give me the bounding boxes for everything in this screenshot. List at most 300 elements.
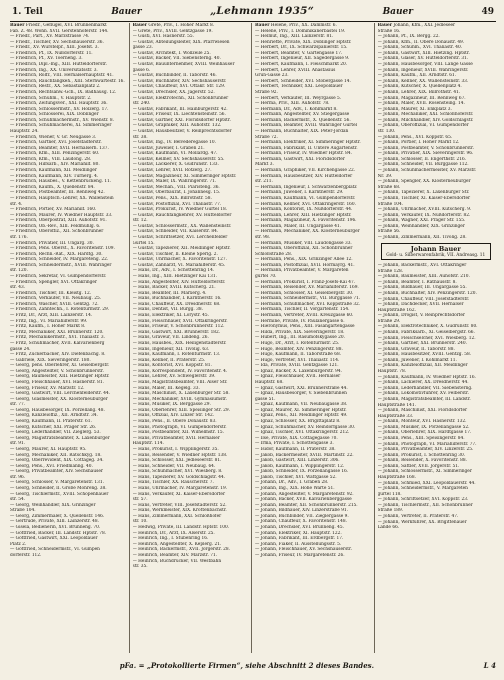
directory-entry: — Friedrich, Pens. Oberst., X. Favoritenstr. 109. [10, 246, 115, 252]
directory-entry: — Friedrich, Spengler, XVI. Ottakringer [10, 279, 97, 285]
directory-entry: — Hermann, Kellner, XVI. Ottakringerstr. 160. [255, 201, 357, 207]
directory-entry: — Herbert, Beamter, V. Gartengasse 17. [255, 50, 343, 56]
directory-entry: — Georg, Baumeister, XIII. Hietzinger Hptstr. [10, 374, 110, 380]
directory-entry: Bauer Helene, Priv., XX. Dammstr. 6. [255, 23, 337, 28]
directory-entry: — Johann, Oberoffizial, VI. Gumpendorfer [377, 123, 469, 129]
directory-entry: — Gustav, Magazineur, XI. Simmeringer Hptstr. [132, 173, 237, 179]
directory-entry: — Johann, Dachdecker, XVII. Hernalser [377, 302, 464, 308]
directory-entry: — Gustav, Postoffizial, XVI. Thaliastr. 77. [132, 201, 222, 207]
directory-entry: Straße 29. [377, 318, 401, 324]
directory-entry: — Friedrich, Rolfr., VIII. Hernalserhauptstr. 41. [10, 73, 114, 79]
directory-entry: — Hans, Korrespondent, IV. Favoritenstr. 4. [132, 368, 228, 374]
directory-entry: — Johann, Beamter, I. Rathausstr. 8. [377, 279, 457, 285]
directory-entry: — Hans, Ingenieur, XII. Tivolig. 63. [132, 346, 210, 352]
directory-entry: — Hermann, Mechaniker, XX. Klosterneuburger [255, 229, 360, 235]
directory-entry: — Heinrich, Buchdrucker, VII. Westbahn [132, 558, 222, 564]
directory-entry: Straße 128. [377, 268, 404, 274]
directory-entry: — Johann, Drogist, V. Reinprechtsdorfer [377, 313, 465, 319]
directory-entry: — Johann, Elektriker, XI. Hauptstr. 122. [255, 530, 342, 536]
directory-entry: — Johann, Angestellter, V. Margaretenstr. 92. [255, 491, 354, 497]
directory-entry: — Johann, Wagner, XXI. Prager Str. 155. [377, 218, 466, 224]
directory-entry: Gürtel 15. [132, 240, 155, 246]
directory-entry: — Friedrich, Hauptsch.-Lehrer, XX. Wallenstein [10, 195, 114, 201]
directory-entry: Straße 68. [377, 184, 401, 190]
directory-entry: gürtel 118. [377, 491, 402, 497]
directory-entry: — Hermann, Schlosser, XI. Geiselbergstr. 30. [255, 290, 354, 296]
directory-entry: — Johann, Hausbesorger, VIII. Lange Gasse [377, 62, 473, 68]
directory-entry: — Ignaz, Bäcker, X. Laxenburgerstr. 94. [255, 368, 342, 374]
directory-entry: — Hans, Verkäufer, XI. Kaiser-Ebersdorfer [132, 491, 226, 497]
directory-entry: — Johann, Schneidermstr., V. Margareten [377, 486, 468, 492]
directory-entry: — Johann, Tischler, XI. Kaiser-Ebersdorfer [377, 195, 471, 201]
directory-entry: — Heinrich, Beamter, XIV. Märzstr. 71. [132, 552, 218, 558]
directory-entry: str. 43. [10, 285, 26, 291]
directory-entry: — Gustav, Buchhalter, XIV. Sechshauserstr. [132, 78, 227, 84]
directory-entry: — Gustav, Juwelier, I. Graben 21. [132, 145, 205, 151]
directory-entry: str. 240. [132, 101, 151, 107]
directory-entry: — Friedrich, Dipl.-Ing., XIII. Hütteldorferstr. [10, 62, 108, 68]
directory-entry: — Friedrich, Hausbes., V. Kettenbrückeng. 11. [10, 179, 112, 185]
directory-entry: — Johann, Chauffeur, X. Favoritenstr. 148. [255, 519, 347, 525]
directory-entry: — Friedrich, Schlosserei, XIX. Döblinger [10, 112, 99, 118]
directory-entry: — Georg, Angestellter, V. Schönbrunnerstr. [10, 368, 104, 374]
directory-entry: dorferstr. 112. [10, 552, 42, 558]
directory-entry: — Hans, Elektriker, XI. Lorystr. 45. [132, 313, 209, 319]
directory-entry: — Ignaz, Kaufmann, VII. Neubaugasse 38. [255, 402, 348, 408]
directory-entry: Straße 189. [377, 508, 404, 514]
directory-entry: Straße 72. [255, 134, 278, 140]
directory-entry: Schloßstraße 28. [255, 251, 293, 257]
directory-entry: — Johann, Graveur, II. Taborstr. 88. [377, 346, 455, 352]
page-header [10, 5, 496, 22]
directory-entry: Grün-Gasse 23. [255, 73, 289, 79]
header-keyword-right: Bauer [382, 7, 414, 17]
directory-entry: — Friedrich, Verkäufer, VII. Neubaug. 25. [10, 296, 102, 302]
directory-entry: — Friedrich, Zahntechn., I. Rotenturmstr. 29. [10, 307, 110, 313]
directory-entry: Hauptstraße 33. [377, 413, 414, 419]
directory-entry: — Gustav, Oberbaurat, I. Johannesg. 15. [132, 190, 221, 196]
directory-entry: — Hermann, Friseur, IV. Wiedner Hptstr. 84. [255, 151, 352, 157]
directory-entry: — Johann, Juwelier, I. Kohlmarkt 11. [377, 357, 457, 363]
directory-entry: — Hans, Dentist, VII. Burgg. 38. [132, 307, 203, 313]
directory-entry: — Hermann, Graphiker, VII. Kirchengasse 22. [255, 168, 356, 174]
directory-entry: — Friedrich, Kaufmann, XIV. Turnerg. 4. [10, 173, 99, 179]
directory-entry: — Johann, Ingenieur, XVIII. Währingerstr. [377, 67, 469, 73]
directory-entry: — Hans, Mechaniker, XVIII. Gymnasiumstr. [132, 396, 228, 402]
directory-entry: str. 91. [10, 441, 26, 447]
directory-entry: — Hans, Graveur, VII. Lindeng. 26. [132, 335, 209, 341]
directory-entry: — Gustav, Abteilungsleiter, XIX. Pfarrwiesen [132, 39, 230, 45]
directory-entry: — Johann, Pf., IX. Bergg. 22. [377, 34, 440, 40]
directory-entry: — Herbert, Ingenieur, XII. Sagedergasse 9. [255, 56, 350, 62]
directory-entry: — Hans, Chauffeur, XX. Dresdnerstr. 68. [132, 301, 221, 307]
directory-entry: — Friedrich, Gärtner, XVI. Josefstädterstr. [10, 140, 102, 146]
directory-entry: — Hans, Postbeamter, XII. Wilhelmstr. 15. [132, 430, 225, 436]
entry-columns [10, 23, 496, 653]
directory-entry: Platz 2. [10, 541, 27, 547]
directory-entry: — Gustav, Kellner, XV. Sechshauserstr. 55. [132, 156, 225, 162]
directory-entry: — Gustav, Schneider, VII. Kaiserstr. 84. [132, 229, 219, 235]
directory-entry: — Hans, Werkmeister, XIX. Krottenbachstr. [132, 508, 227, 514]
directory-entry: — Hans, Tapezierer, XV. Goldschlagstr. 44. [132, 474, 226, 480]
directory-entry: — Johann, Bäckermstr., XVI. Ottakringer [377, 263, 467, 269]
directory-entry: — Friedr., Tischler, XV. Sechshauserstr. 36. [10, 39, 104, 45]
directory-entry: — Johann, Bildhauer, III. Ungargasse 55. [377, 285, 467, 291]
directory-entry: — Henriette, Private, XIX. Döblinger Hptstr. [255, 39, 352, 45]
directory-entry: — Georg, Schneider, II. Große Mohreng. 38. [10, 485, 107, 491]
directory-entry: — Johann, Lackierer, XX. Dresdnerstr. 44. [377, 380, 469, 386]
directory-entry: — Hans, Kellner, II. Praterstr. 25. [132, 357, 206, 363]
directory-entry: — Hans, Buchhändler, I. Kärntnerstr. 16. [132, 296, 222, 302]
directory-entry: — Friedr., XV. Würstelpr., XIII. Josefst. 3. [10, 45, 99, 51]
directory-entry: — Johann, Mechaniker, XXI. Schloßhoferstr. [377, 112, 474, 118]
directory-entry: — Herbert, Kaufmann, I. Fleischmarkt 20. [255, 62, 348, 68]
directory-entry: — Gustav, Rauchfangkehrer, XV. Hütteldorfer [132, 212, 232, 218]
directory-entry: — Johann, Tapezierer, X. Laxenburger Str. [377, 190, 470, 196]
directory-entry: — Johann, Bildhauer, XIV. Linzerstraße 91. [255, 508, 349, 514]
directory-entry: — Friedrich, Oberpostrat, XIII. Auhofstr. 91. [10, 218, 107, 224]
directory-entry: — Ignaz, Schlosser, XX. Brigittaplatz 8. [255, 419, 341, 425]
directory-entry: — Georg, Oberrevident, XIX. Cottageg. 34. [10, 458, 104, 464]
directory-entry: — Georg, Tischlermstr., XVIII. Schopenhauer [10, 491, 109, 497]
directory-entry: — Georg, Kaufmann, II. Praterstr. 61. [10, 419, 92, 425]
directory-entry: — Heinrich, Bäckermstr., XVII. Jörgerstr. 28. [132, 547, 231, 553]
directory-entry: — Georg, Pens., XVI. Friedmanng. 40. [10, 463, 93, 469]
directory-entry: — Johann, Kaufmann, IV. Wiedner Hptstr. 16. [377, 374, 476, 380]
directory-entry: Straße 104. [377, 201, 404, 207]
directory-entry: — Hedwig, Private, III. Landstr. Hptstr. 100. [132, 525, 230, 531]
directory-entry: — Friedrich, Schuhm., V. Hauptstr. 2. [10, 95, 92, 101]
directory-entry: — Johann, Buchhalter, XIV. Penzingerstr. 120. [377, 290, 477, 296]
directory-entry: — Gustav, Buchbinder, II. Taborstr. 46. [132, 73, 217, 79]
advertisement-title: Johann Bauer [410, 244, 461, 253]
directory-entry: — Johann, Gärtner, XXI. Brünnerstr. 240. [377, 341, 467, 347]
directory-entry: — Hans, Musiker, IX. Berggasse 29. [132, 402, 211, 408]
directory-entry: — Gustav, Tischler, II. Kleine Sperlg. 2. [132, 251, 218, 257]
directory-entry: — Johann, Schuhm., XVI. Thaliastr. 40. [377, 45, 463, 51]
directory-entry: — Hans, Offizial, XIV. Linzer Str. 142. [132, 413, 215, 419]
directory-entry: — Friedrich, Pf., IX. Nußdorferstr. 11. [10, 50, 93, 56]
advertisement-box [381, 243, 492, 261]
directory-entry: — Hans, Kaufmann, I. Rotenturmstr. 13. [132, 352, 221, 358]
directory-entry: — Johann, Maschinist, XXI. Floridsdorfer [377, 408, 468, 414]
directory-entry: — Friedrich, Ob.-Rev., XIII. Feldmühlg. 6. [10, 223, 101, 229]
directory-entry: — Hermann, Hausbesitzer, XIV. Hütteldorfer [255, 173, 353, 179]
directory-entry: — Johann, Verkäufer, IX. Nußdorferstr. 82. [377, 212, 471, 218]
directory-entry: — Herbert, Techniker, XXI. Leopoldauer [255, 84, 343, 90]
directory-entry: — Hermann, Fabrikant, II. Untere Augartenstr. [255, 145, 358, 151]
directory-entry: — Hermann, Dr., Adv., I. Kohlmarkt 8. [255, 106, 338, 112]
directory-entry: — Hugo, Kaufmann, II. Taborstraße 68. [255, 352, 342, 358]
directory-entry: — Isidor, Kaufmann, II. Praterstr. 38. [255, 446, 336, 452]
directory-entry: — Hugo, Beamter, XIV. Penzingerstr. 88. [255, 346, 343, 352]
directory-entry: Hauptstraße 162. [377, 307, 416, 313]
directory-entry: — Johann, Schlossermstr., XI. Simmeringer [377, 469, 472, 475]
directory-entry: — Johann, Portier, I. Hoher Markt 12. [377, 140, 460, 146]
directory-entry: — Johann, Werkführer, XX. Brigittenauer [377, 519, 467, 525]
directory-entry: — Georg, Kutscher, XXI. Prager Str. 26. [10, 424, 97, 430]
directory-entry: — Johann, Fabriksarb., XI. Geiselbergstr. 66. [377, 329, 475, 335]
directory-entry: — Johann, Sattler, XVII. Jörgerstr. 51. [377, 463, 460, 469]
directory-entry: — Ignaz, Tischler, XVI. Ottakringerstr. 212. [255, 430, 350, 436]
entry-column-2 [133, 23, 253, 653]
directory-entry: — Friedrich, Ing., XX. Universitätsstr. 3. [10, 67, 98, 73]
directory-entry: — Johann, Glaser, XV. Hütteldorferstr. 31. [377, 56, 469, 62]
directory-entry: — Johann, Chauffeur, VIII. Josefstädterstr. [377, 296, 470, 302]
directory-entry: — Hermann, Vertreter, XVIII. Kreuzgasse 60. [255, 313, 354, 319]
directory-entry: — Hans, Beamter, III. Marxerg. 4. [132, 290, 207, 296]
directory-entry: — Friedrich, Beamter, XVII. Hernalserh. 137. [10, 145, 109, 151]
directory-entry: — Jakob, Gastwirt, XIII. Linzerstr. 306. [255, 458, 340, 464]
directory-entry: — Gottfried, Schneidermstr., VI. Gumpen [10, 547, 100, 553]
directory-entry: str. 77. [10, 402, 26, 408]
directory-entry: — Friedrich, Schuhmachermstr., XV. Wienstr. 8. [10, 117, 114, 123]
directory-entry: — Gustav, Graphiker, XIII. Auhofstr. 132. [132, 123, 222, 129]
directory-entry: — Gustav, Architekt, I. Wollzeile 25. [132, 50, 211, 56]
directory-entry: — Ignaz, Pens., XII. Meidlinger Hptstr. 49. [255, 413, 348, 419]
directory-entry: Lände 66. [377, 525, 400, 531]
directory-entry: — Friedrich, Pf., XV. Toerneng. 3. [10, 56, 83, 62]
directory-entry: str. 12. [132, 218, 148, 224]
directory-entry: — Hans, Uhrmacher, IV. Margaretenstr. 19. [132, 485, 228, 491]
directory-entry: — Johann, Fiaker, II. Ausstellungsstr. 5. [255, 541, 342, 547]
directory-entry: — Gustav, Lehrer, XVII. Rötzerg. 27. [132, 168, 212, 174]
directory-entry: — Hans, Bäcker, XVIII. Kutscherg. 21. [132, 285, 216, 291]
directory-entry: — Gustav, Lackierer, X. Gudrunstr. 133. [132, 162, 219, 168]
directory-entry: — Hermann, Magazineur, X. Favoritenstr. 196. [255, 218, 357, 224]
directory-entry: — Ignaz, Hausbesorger, V. Siebenbrunnen [255, 391, 347, 397]
directory-entry: — Hermann, Gastwirt, XXI. Floridsdorfer [255, 156, 345, 162]
directory-entry: — Friedrich, Zeitungsver., XXI. Hauptstr. 36. [10, 101, 108, 107]
directory-entry: — Johann, Bäcker, XVII. Kalvarienberggasse [255, 497, 352, 503]
directory-entry: — Johann, Privatbeamter, XIV. Linzerstr. 25. [377, 447, 474, 453]
directory-entry: — Helmut, Ing., XIII. Lainzerstr. 81. [255, 34, 334, 40]
directory-entry: — Johann, Maler, XVII. Rosensteing. 14. [377, 101, 465, 107]
directory-entry: — Hans, Maschinist, X. Laxenburger Str. 58. [132, 391, 230, 397]
directory-entry: — Johann, Monteur, XVI. Hasnerstr. 132. [377, 419, 467, 425]
directory-entry: — Gabriele, XIX. Sieveringerstr. 180. [10, 357, 91, 363]
directory-entry: — Friedrich, Schneider, IV. Margareteng. 22. [10, 257, 109, 263]
directory-entry: Hauptstraße 168. [377, 475, 416, 481]
directory-entry: — Johann, Gastwirt, XIII. Hietzing. Hptstr. [377, 50, 470, 56]
directory-entry: — Friedrich, Schlossermstr., XV. Holzerg. 17. [10, 106, 109, 112]
directory-entry: — Irma, Private, I. Schottengasse 3. [255, 441, 334, 447]
directory-entry: — Georg, pens. Oberlehrer, XI. Geiselbergstr. [10, 363, 110, 369]
directory-entry: — Gustav, Kaufmann, VI. Mollardg. 47. [132, 151, 218, 157]
directory-entry: — Johann, Beamter, XII. Schönbrunnerstr. 215. [255, 502, 358, 508]
directory-entry: — Johann, Fleischselcher, XVI. Wiesberg. 12. [377, 335, 476, 341]
directory-entry: — Gottfried, Gastwirt, XXI. Leopoldauer [10, 536, 98, 542]
directory-entry: gürtel 70. [255, 274, 277, 280]
directory-entry: — Friedrich, Wiener, V. Gr. Neugasse 3. [10, 134, 97, 140]
directory-entry: — Georg, Privatbeamter, XIV. Sechshauser [10, 469, 103, 475]
directory-entry: — Gustav, Mechan., VIII. Piaristeng. 36. [132, 184, 220, 190]
directory-entry: — Herbert, Dr., IX. Schwarzspanierstr. 15. [255, 45, 348, 51]
directory-entry: — Friedrich, Portier, XV. Mariahilf. 160. [10, 207, 97, 213]
directory-entry: — Johann, Schmied, XXI. Leopoldauerstr. 44. [377, 480, 476, 486]
directory-entry: gasse 6. [132, 67, 151, 73]
directory-entry: — Hans, Pens., II. Obere Donaustr. 83. [132, 419, 217, 425]
directory-entry: Hauptstr. 78. [377, 369, 407, 375]
directory-entry: — Hans, Oberlehrer, XIII. Speisinger Str. 29. [132, 407, 231, 413]
directory-entry: — Hans, Hausbes., XIX. Heiligenstädterstr. [132, 340, 227, 346]
directory-entry: — Gustav, Chauffeur, XVI. Ottakr. Str. 129. [132, 84, 226, 90]
page-footer [10, 661, 496, 670]
directory-entry: — Johann, Postbeamter, V. Schönbrunnerstr. [377, 145, 474, 151]
directory-entry: — Friedrich, Hilfsarb., XIV. Mariahilf. 80. [10, 162, 100, 168]
directory-entry: — Hermann, Tischler, II. Vorgartenstr. 154. [255, 307, 350, 313]
directory-entry: — Hermann, Postoffizial, XVII. Hormayrg. 41. [255, 262, 355, 268]
directory-entry: — Fritz, Schuhmacher, XVII. Kalvarienberg [10, 340, 105, 346]
directory-entry: — Herma, Priv., XIII. Auhofstr. 78. [255, 101, 330, 107]
directory-entry: — Johann, Zimmermann, XII. Tivolig. 28. [377, 234, 467, 240]
directory-entry: — Hans, Angestellter, XIV. Hütteldorferstr. [132, 279, 226, 285]
directory-entry: — Georg, Schlosser, V. Margaretenstr. 131. [10, 480, 104, 486]
directory-entry: — Johann, Oberlehrer, XIX. Hardtgasse 17. [377, 430, 472, 436]
directory-entry: — Gustav, Hausbesitzer, V. Reinprechtsdorfer [132, 128, 232, 134]
directory-entry: — Grete, Priv., XVIII. Gentzgasse 19. [132, 28, 213, 34]
directory-entry: — Hermann, Buchhalter, XIX. Peter-Jordan [255, 128, 349, 134]
directory-entry: — Hans, Schuhmacher, XVI. Wiesberg. 8. [132, 469, 223, 475]
directory-entry: Fab. Z. 48. Wohn. XVII. Gerstenhoferstr. 144. [10, 28, 109, 34]
directory-entry: — Fritz, Mechaniker, XXI. Brünnerstr. 120. [10, 329, 104, 335]
directory-entry: — Gusti, XVI. Hasnerstr. 55. [132, 34, 194, 40]
directory-entry: — Fritz, Dr., Arzt, XIII. Lainzerstr. 14. [10, 313, 93, 319]
directory-entry: — Hermann, Bäckermstr., X. Quellenstr. 56. [255, 117, 351, 123]
directory-entry: — Hermann, Musiker, VIII. Laudongasse 33. [255, 240, 352, 246]
directory-entry: — Johann, Photograph, VI. Mariahilferstr. 77. [377, 441, 477, 447]
directory-entry: — Gustav, Ing., IV. Belvederegasse 10. [132, 140, 216, 146]
directory-entry: — Johann, Privatier, XIX. Sieveringerstr. 96. [377, 151, 474, 157]
directory-entry: — Herbert, Verkäufer, III. Weyrgasse 5. [255, 95, 342, 101]
directory-entry: — Friedrich, Wäscher, XVIII. Gentzg. 72. [10, 301, 99, 307]
directory-entry: — Johann, Baumeister, XIII. Auhofstr. 210. [377, 274, 470, 280]
header-keyword-left: Bauer [111, 7, 142, 17]
directory-entry: — Ignaz, Gastwirt, XXI. Brünnerstraße 44. [255, 385, 348, 391]
directory-entry: — Gustav, Prokurist, IV. Wiedner Gürtel 18. [132, 207, 228, 213]
directory-entry: — Gustav, Gärtner, XXI. Floridsdorfer Hptstr. [132, 117, 231, 123]
directory-entry: Hauptstr. 24. [10, 128, 39, 134]
directory-entry: — Johann, Prokurist, I. Schottenring 30. [377, 452, 466, 458]
directory-entry: — Hans, Reisender, V. Wiedner Hptstr. 138. [132, 452, 228, 458]
directory-entry: — Hermann, Beamter, XVIII. Währinger Gürtel [255, 123, 357, 129]
directory-entry: — Herbert, Schneider, XVI. Stöbergasse 14. [255, 78, 351, 84]
directory-entry: — Ida, Private, XVIII. Gentzgasse 121. [255, 363, 339, 369]
directory-entry: — Johann, Magazineur, III. Rennweg 67. [377, 95, 466, 101]
directory-entry: — Hans, Ing., XIII. Hietzinger Kai 131. [132, 274, 217, 280]
directory-entry: — Hermann, Maler, III. Ungargasse 41. [255, 223, 342, 229]
directory-entry: — Johann, Hausbesitzer, XVIII. Gentzg. 58. [377, 352, 472, 358]
directory-entry: — Friedrich, Postbeamter, III. Rennweg 42. [10, 190, 105, 196]
section-label: 1. Teil [12, 7, 43, 17]
directory-entry: — Friedrich, Kaufm., X. Quellenstr. 84. [10, 184, 95, 190]
directory-entry: — Hermann, Pens., XIX. Grinzinger Allee 12. [255, 257, 353, 263]
directory-entry: — Hans, Maler, III. Kegelg. 33. [132, 385, 200, 391]
directory-entry: Markt 3. [255, 162, 274, 168]
directory-entry: — Gustav, Schlossermstr., XX. Wallensteinstr. [132, 223, 232, 229]
directory-entry: — Hermann, Schneidermstr., VII. Burggasse 71. [255, 296, 361, 302]
directory-entry: — Fritz, Zuckerbäcker, XIV. Diefenbachg. 8. [10, 352, 106, 358]
directory-entry: str. 57. [132, 497, 148, 503]
directory-entry: — Gustav, Pens., XIX. Billrothstr. 58. [132, 195, 212, 201]
directory-entry: — Hans, Schneider, VII. Neubaug. 64. [132, 463, 216, 469]
directory-entry: — Jakob, Tischler, XVI. Wattgasse 52. [255, 474, 337, 480]
directory-entry: — Fritz, Ing., VI. Mariahilferstr. 99. [10, 318, 88, 324]
directory-entry: — Hans, Prokurist, I. Wipplingerstr. 35. [132, 446, 219, 452]
directory-entry: Straße 92. [255, 89, 278, 95]
directory-entry: — Johann, Pens., XIII. Speisingerstr. 84. [377, 435, 465, 441]
directory-entry: — Hermann, Elektriker, XI. Simmeringer Hptstr. [255, 140, 361, 146]
directory-entry: — Friedrich, Kfm., VIII. Laudong. 28. [10, 156, 92, 162]
footer-note: pFa. = „Protokollierte Firmen“, siehe Abschnitt 2 dieses Bandes. [119, 661, 375, 670]
directory-entry: — Hermann, Oberoffizial, XII. Schönbrunner [255, 246, 353, 252]
directory-entry: — Johann, Schriftsetzer, XVI. Koppstr. 23. [377, 497, 469, 503]
directory-entry: — Friedrich, Schneidermstr., XVIII. Währinger [10, 262, 112, 268]
directory-entry: — Georg, Magistratsbeamter, X. Laxenburger [10, 435, 110, 441]
directory-entry: — Gustav, Bäcker, VII. Siebensterng. 40. [132, 56, 221, 62]
directory-entry: — Hans, Photograph, VI. Gumpendorferstr. [132, 424, 227, 430]
directory-entry: str. 96. [10, 474, 26, 480]
directory-entry: — Johann, Pens., XVI. Koppstr. 65. [377, 134, 453, 140]
directory-entry: — Johann, Kutscher, X. Quellenplatz 4. [377, 84, 462, 90]
directory-entry: — Hermann, Angestellter, XV. Stiegergasse [255, 112, 350, 118]
directory-entry: — Johann, Lokomotivführer, XV. Felberstr. [377, 391, 469, 397]
directory-entry: — Hermann, Privatbeamter, V. Margareten [255, 268, 349, 274]
directory-entry: gasse 24. [10, 346, 31, 352]
directory-entry: — Friedrich, Kfm., XIII. Penzingerstr. 60. [10, 151, 100, 157]
directory-entry: — Friedrich, Maurer, IV. Wiedner Hauptstr. 33. [10, 212, 113, 218]
directory-entry: Hauptstr. 68. [255, 380, 284, 385]
directory-entry: Bauer Grete, Priv., I. Hoher Markt 8. [132, 23, 215, 28]
entry-column-1 [10, 23, 130, 653]
directory-entry: — Hugo, Vertreter, XVI. Thaliastr. 114. [255, 357, 340, 363]
directory-entry: — Johann, Drechsler, XVI. Brunneng. 45. [255, 525, 344, 531]
directory-entry: — Hermann, Kaufmann, VI. Gumpendorferstr. [255, 195, 356, 201]
directory-entry: — Johann, Lehrer, XIX. Billrothstr. 41. [377, 89, 461, 95]
directory-entry: — Johann, Fleischhauer, XV. Sechshauserstr. [255, 547, 352, 553]
directory-entry: — Johann, Kanzleioffizial, XII. Meidlinger [377, 363, 468, 369]
directory-entry: — Johann, Schuhmachermeister, XV. Märzstr. [377, 168, 477, 174]
directory-entry: — Johann, Kfm., II. Obere Donaustr. 49. [377, 39, 465, 45]
directory-entry: — Georg, Hausbesorger, IX. Porzellang. 48. [10, 407, 105, 413]
page-number: 49 [481, 7, 494, 17]
directory-entry: — Ignaz, Maurer, XI. Simmeringer Hptstr. [255, 407, 347, 413]
directory-entry: — Herbert, Lehrer, XVIII. Anastasius [255, 67, 336, 73]
directory-entry: — Johann, Musiker, IX. Porzellangasse 52. [377, 424, 470, 430]
directory-entry: — Friedrich, Oberoffiz., XII. Schönbrunner [10, 229, 104, 235]
directory-entry: — Johann, Milchhändler, XIV. Goldschlagstr. [377, 117, 474, 123]
directory-entry: — Helene, Priv., I. Dominikanerbastei 19. [255, 28, 346, 34]
directory-entry: — Gustav, Schriftsetzer, XVI. Lerchenfelder [132, 234, 228, 240]
directory-entry: — Georg, Mechaniker, XII. Ratschkyg. 18. [10, 452, 102, 458]
directory-entry: — Hilda, Private, XIX. Sieveringerstr. 18. [255, 329, 345, 335]
directory-entry: — Fritz, Kaufm., I. Hoher Markt 8. [10, 324, 86, 330]
directory-entry: — Johann, Dr., Adv., I. Graben 28. [255, 480, 329, 486]
directory-entry: — Gisela, Bedienerin, XVI. Brunneng. 70. [10, 525, 101, 531]
directory-entry: str. 10. [132, 519, 148, 525]
directory-title: „Lehmann 1935“ [210, 5, 315, 17]
directory-entry: gasse 23. [132, 45, 153, 51]
directory-entry: — Georg, Lederhändler, VII. Zieglerg. 53. [10, 430, 101, 436]
directory-entry: — Hermann, Prokurist, I. Franz-Josefs-Kai 47. [255, 279, 356, 285]
directory-entry: Straße 16. [377, 28, 401, 34]
directory-entry: — Friedrich, Rechn.-Rat., XIX. Hardtg. 30. [10, 251, 103, 257]
directory-entry: — Gustav, Drechsler, XX. Jägerstr. 52. [132, 89, 215, 95]
directory-entry: — Hans, Magistratsbeamter, VIII. Alser Str. [132, 380, 228, 385]
directory-entry: — Johann, Buchbinder, VII. Zieglergasse 9. [255, 513, 349, 519]
directory-entry: — Friedrich, Restr., XX. Sebastianplatz 2. [10, 84, 101, 90]
directory-entry: — Hans, Dr., Adv., I. Schottenring 14. [132, 268, 215, 274]
